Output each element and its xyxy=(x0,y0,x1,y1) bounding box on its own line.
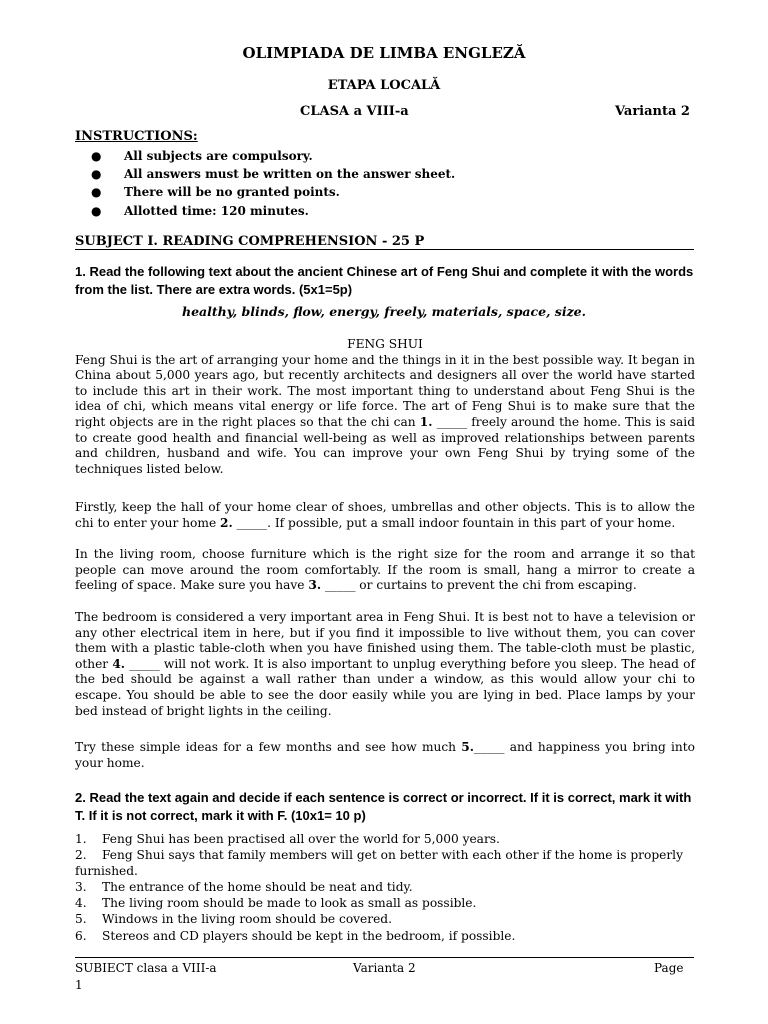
bullet-icon: ● xyxy=(91,185,102,200)
list-item: 4. The living room should be made to look as small as possible. xyxy=(75,896,477,911)
list-item: 5. Windows in the living room should be covered. xyxy=(75,912,392,927)
text-paragraph-5: Try these simple ideas for a few months and see how much 5._____ and happiness you bring into your home. xyxy=(75,740,695,770)
statement-list xyxy=(75,831,695,944)
text-title: FENG SHUI xyxy=(347,337,423,351)
gap-number: 3. xyxy=(308,578,322,593)
exam-title: OLIMPIADA DE LIMBA ENGLEZĂ xyxy=(242,44,526,62)
footer-variant: Varianta 2 xyxy=(353,961,416,975)
gap-number: 1. xyxy=(419,414,433,429)
subject-divider xyxy=(75,249,694,250)
text-paragraph-1: Feng Shui is the art of arranging your home and the things in it in the best possible way. It began in China about 5,000 years ago, but recently architects and designers all over the world have started to include this art in their work. The most important thing to understand about Feng Shui is the idea of chi, which means vital energy or life force. The art of Feng Shui is to make sure that the right objects are in the right places so that the chi can 1. _____ freely around the home. This is said to create good health and financial well-being as well as improved relationships between parents and children, husband and wife. You can improve your own Feng Shui by trying some of the techniques listed below. xyxy=(75,352,696,476)
exam-variant: Varianta 2 xyxy=(615,104,690,119)
footer-subject: SUBIECT clasa a VIII-a xyxy=(75,961,217,975)
exam-stage: ETAPA LOCALĂ xyxy=(327,78,441,93)
gap-number: 2. xyxy=(220,515,233,530)
instructions-heading: INSTRUCTIONS: xyxy=(75,129,198,144)
text-paragraph-3: In the living room, choose furniture which is the right size for the room and arrange it so that people can move around the room comfortably. If the room is small, hang a mirror to create a feeling of space. Make sure you have 3. _____ or curtains to prevent the chi from escaping. xyxy=(75,547,695,593)
page-number: 1 xyxy=(75,978,83,992)
instruction-item: ● There will be no granted points. xyxy=(91,183,455,201)
exercise-1-prompt: 1. Read the following text about the ancient Chinese art of Feng Shui and complete it with the words from the list. There are extra words. (5x1=5p) xyxy=(75,264,694,297)
list-item: 3. The entrance of the home should be neat and tidy. xyxy=(75,880,413,895)
bullet-icon: ● xyxy=(91,149,102,163)
list-item: 2. Feng Shui says that family members will get on better with each other if the home is properly furnished. xyxy=(75,848,683,879)
exam-class: CLASA a VIII-a xyxy=(300,104,409,119)
word-list: healthy, blinds, flow, energy, freely, materials, space, size. xyxy=(182,304,586,319)
text-paragraph-4: The bedroom is considered a very important area in Feng Shui. It is best not to have a television or any other electrical item in here, but if you find it impossible to live without them, you can cover them with a plastic table-cloth when you have finished using them. The table-cloth must be plastic, other 4. _____ will not work. It is also important to unplug everything before you sleep. The head of the bed should be against a wall rather than under a window, as this would allow your chi to escape. You should be able to see the door easily while you are lying in bed. Place lamps by your bed instead of bright lights in the ceiling. xyxy=(75,610,695,718)
list-item: 6. Stereos and CD players should be kept in the bedroom, if possible. xyxy=(75,928,516,943)
instruction-item: ● Allotted time: 120 minutes. xyxy=(91,202,455,220)
instruction-item: ● All subjects are compulsory. xyxy=(91,147,455,165)
bullet-icon: ● xyxy=(91,167,102,182)
footer-page-label: Page xyxy=(654,961,684,975)
exercise-2-prompt: 2. Read the text again and decide if each sentence is correct or incorrect. If it is correct, mark it with T. If it is not correct, mark it with F. (10x1= 10 p) xyxy=(75,790,692,823)
instructions-list xyxy=(91,147,455,220)
bullet-icon: ● xyxy=(91,203,102,218)
reading-text-part-1 xyxy=(75,337,695,477)
text-paragraph-2: Firstly, keep the hall of your home clear of shoes, umbrellas and other objects. This is to allow the chi to enter your home 2. _____. If possible, put a small indoor fountain in this part of your home. xyxy=(75,500,695,530)
subject-heading: SUBJECT I. READING COMPREHENSION - 25 P xyxy=(75,234,425,249)
footer-divider xyxy=(75,957,694,958)
gap-number: 4. xyxy=(112,656,126,671)
gap-number: 5. xyxy=(461,740,475,754)
list-item: 1. Feng Shui has been practised all over the world for 5,000 years. xyxy=(75,832,500,846)
instruction-item: ● All answers must be written on the answer sheet. xyxy=(91,165,455,183)
